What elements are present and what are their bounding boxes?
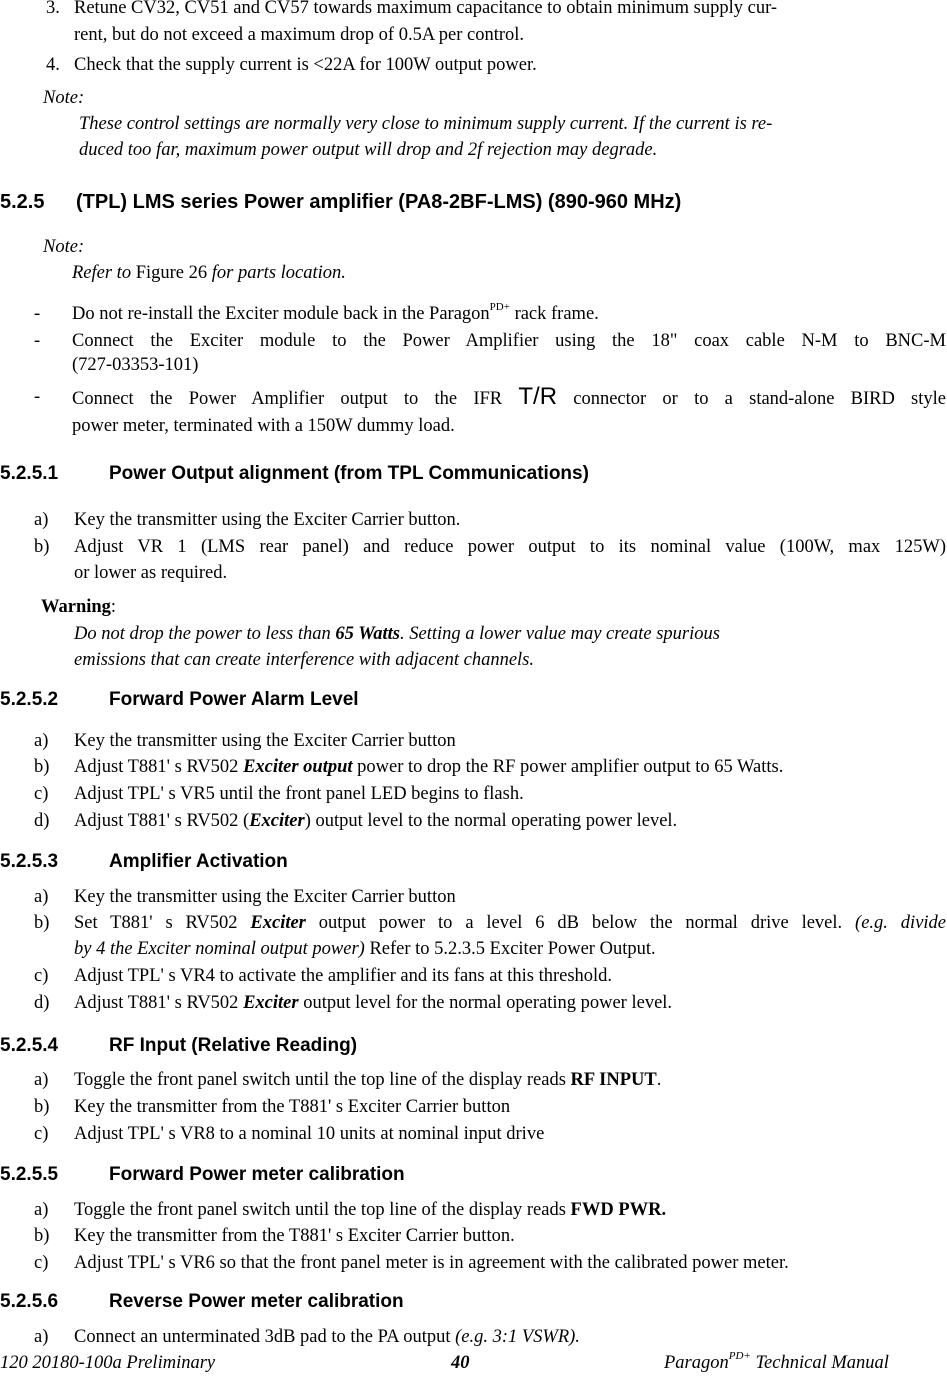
- bullet-2-line-1: Connect the Exciter module to the Power Amplifier using the 18" coax cable N-M to BNC-M: [72, 331, 946, 351]
- item-d-text: Adjust T881' s RV502 (Exciter) output level to the normal operating power level.: [74, 811, 678, 831]
- bullet-dash: -: [34, 304, 41, 324]
- step-3-number: 3.: [46, 0, 60, 18]
- step-3-line-1: Retune CV32, CV51 and CV57 towards maximum capacitance to obtain minimum supply cur-: [74, 0, 778, 18]
- footer-page-number: 40: [451, 1353, 470, 1373]
- section-5-2-5-3-number: 5.2.5.3: [0, 851, 59, 872]
- item-c-text: Adjust TPL' s VR5 until the front panel LED begins to flash.: [74, 784, 524, 804]
- item-label-b: b): [34, 913, 50, 933]
- figure-26-link[interactable]: Figure 26: [135, 263, 208, 283]
- item-d-text: Adjust T881' s RV502 Exciter output level for the normal operating power level.: [74, 993, 673, 1013]
- item-label-b: b): [34, 1097, 50, 1117]
- note-figure-reference: Refer to Figure 26 for parts location.: [72, 263, 346, 283]
- note-line-1: These control settings are normally very close to minimum supply current. If the current is re-: [79, 114, 773, 134]
- item-label-a: a): [34, 887, 49, 907]
- item-c-text: Adjust TPL' s VR4 to activate the amplifier and its fans at this threshold.: [74, 966, 613, 986]
- step-4-text: Check that the supply current is <22A for 100W output power.: [74, 55, 537, 75]
- section-5-2-5-title: (TPL) LMS series Power amplifier (PA8-2BF-LMS) (890-960 MHz): [76, 191, 682, 213]
- item-label-a: a): [34, 510, 49, 530]
- item-label-c: c): [34, 1124, 49, 1144]
- bullet-dash: -: [34, 331, 41, 351]
- item-label-b: b): [34, 537, 50, 557]
- item-label-a: a): [34, 1070, 49, 1090]
- item-label-a: a): [34, 1327, 49, 1347]
- item-label-a: a): [34, 731, 49, 751]
- item-b-line-2: by 4 the Exciter nominal output power) Refer to 5.2.3.5 Exciter Power Output.: [74, 939, 656, 959]
- step-3-line-2: rent, but do not exceed a maximum drop of 0.5A per control.: [74, 25, 525, 45]
- section-5-2-5-6-number: 5.2.5.6: [0, 1291, 59, 1312]
- item-c-text: Adjust TPL' s VR6 so that the front panel meter is in agreement with the calibrated power meter.: [74, 1253, 789, 1273]
- item-b-line-1: Set T881' s RV502 Exciter output power to a level 6 dB below the normal drive level. (e.g. divide: [74, 913, 947, 933]
- item-a-text: Toggle the front panel switch until the top line of the display reads FWD PWR.: [74, 1200, 667, 1220]
- section-5-2-5-2-number: 5.2.5.2: [0, 689, 59, 710]
- item-label-c: c): [34, 1253, 49, 1273]
- section-5-2-5-6-title: Reverse Power meter calibration: [109, 1291, 404, 1312]
- item-b-text: Adjust T881' s RV502 Exciter output power to drop the RF power amplifier output to 65 Watts.: [74, 757, 784, 777]
- item-a-text: Toggle the front panel switch until the top line of the display reads RF INPUT.: [74, 1070, 662, 1090]
- item-a-text: Key the transmitter using the Exciter Carrier button: [74, 887, 456, 907]
- bullet-3-line-2: power meter, terminated with a 150W dummy load.: [72, 416, 455, 436]
- item-a-text: Key the transmitter using the Exciter Carrier button: [74, 731, 456, 751]
- note-label: Note:: [43, 237, 85, 257]
- section-5-2-5-5-number: 5.2.5.5: [0, 1164, 59, 1185]
- item-label-c: c): [34, 966, 49, 986]
- bullet-dash: -: [34, 387, 41, 407]
- section-5-2-5-number: 5.2.5: [0, 191, 45, 213]
- note-label: Note:: [43, 88, 85, 108]
- note-line-2: duced too far, maximum power output will drop and 2f rejection may degrade.: [79, 140, 658, 160]
- item-b-text: Key the transmitter from the T881' s Exciter Carrier button.: [74, 1226, 515, 1246]
- bullet-3-line-1: Connect the Power Amplifier output to the IFR T/R connector or to a stand-alone BIRD style: [72, 383, 947, 410]
- item-b-line-1: Adjust VR 1 (LMS rear panel) and reduce power output to its nominal value (100W, max 125W): [74, 537, 946, 557]
- bullet-1-text: Do not re-install the Exciter module back in the Paragon$^{PD+}$ rack frame.: [72, 301, 599, 324]
- item-label-a: a): [34, 1200, 49, 1220]
- item-b-text: Key the transmitter from the T881' s Exciter Carrier button: [74, 1097, 511, 1117]
- item-b-line-2: or lower as required.: [74, 563, 228, 583]
- section-5-2-5-1-number: 5.2.5.1: [0, 463, 59, 484]
- footer-document-number: 120 20180-100a Preliminary: [0, 1353, 216, 1373]
- item-label-c: c): [34, 784, 49, 804]
- section-5-2-5-1-title: Power Output alignment (from TPL Communications): [109, 463, 589, 484]
- section-5-2-5-4-number: 5.2.5.4: [0, 1035, 59, 1056]
- bullet-2-line-2: (727-03353-101): [72, 355, 199, 375]
- warning-line-2: emissions that can create interference with adjacent channels.: [74, 650, 534, 670]
- section-5-2-5-3-title: Amplifier Activation: [109, 851, 288, 872]
- item-label-b: b): [34, 1226, 50, 1246]
- item-a-text: Connect an unterminated 3dB pad to the PA output (e.g. 3:1 VSWR).: [74, 1327, 580, 1347]
- footer-manual-title: Paragon$^{PD+}$ Technical Manual: [664, 1350, 889, 1373]
- section-5-2-5-2-title: Forward Power Alarm Level: [109, 689, 359, 710]
- item-label-b: b): [34, 757, 50, 777]
- warning-line-1: Do not drop the power to less than 65 Watts. Setting a lower value may create spurious: [74, 624, 720, 644]
- item-a-text: Key the transmitter using the Exciter Carrier button.: [74, 510, 461, 530]
- item-c-text: Adjust TPL' s VR8 to a nominal 10 units at nominal input drive: [74, 1124, 545, 1144]
- section-5-2-5-5-title: Forward Power meter calibration: [109, 1164, 405, 1185]
- item-label-d: d): [34, 993, 50, 1013]
- warning-label: Warning:: [41, 597, 117, 617]
- step-4-number: 4.: [46, 55, 60, 75]
- section-5-2-5-4-title: RF Input (Relative Reading): [109, 1035, 358, 1056]
- item-label-d: d): [34, 811, 50, 831]
